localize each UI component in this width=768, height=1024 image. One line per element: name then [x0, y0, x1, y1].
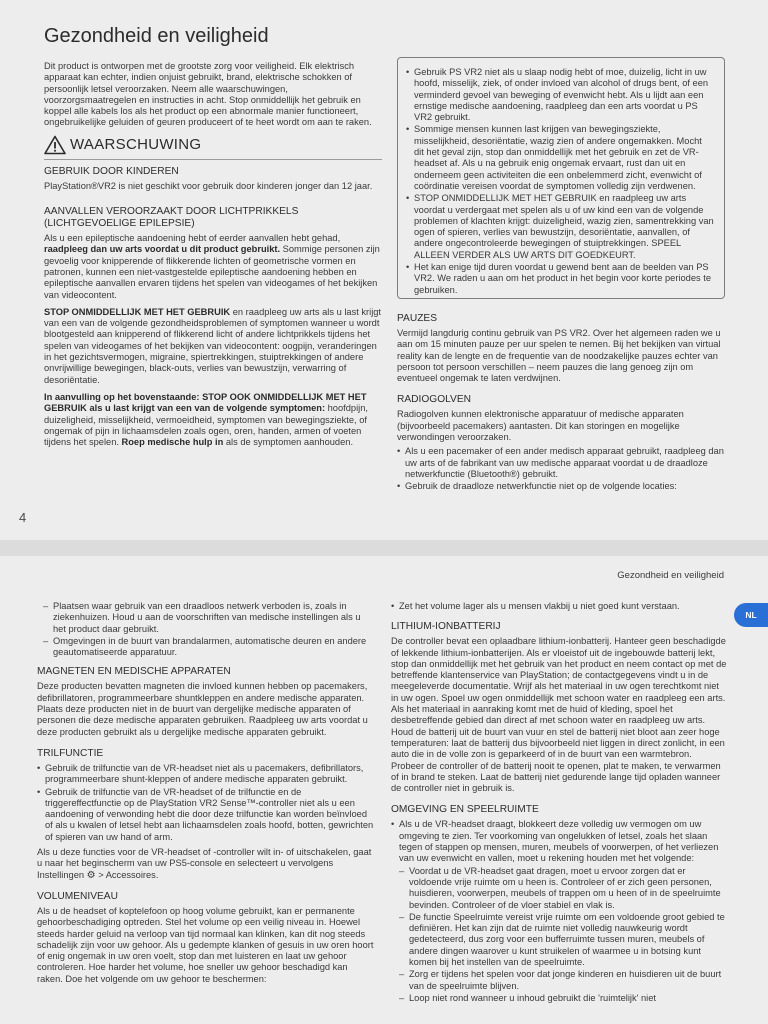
path-separator: > — [95, 869, 106, 880]
right-column-2 — [391, 601, 727, 1008]
vibration-heading: TRILFUNCTIE — [37, 747, 104, 759]
list-item: • STOP ONMIDDELLIJK MET HET GEBRUIK en raadpleeg uw arts voordat u verdergaat met spelen als u of uw kind een van de volgende problemen of klachten krijgt: duizeligheid, wazig zien, samentrekking van ogen of spieren, verlies van bewustzijn, desoriëntatie, aanvallen, of andere ongecontroleerde bewegingen of stuiptrekkingen. SPEEL ALLEEN VERDER ALS UW ARTS DIT GOEDKEURT. — [406, 193, 714, 261]
list-item: • Als u de VR-headset draagt, blokkeert deze volledig uw vermogen om uw omgeving te zien. Ter voorkoming van ongelukken of letsel, zoals het slaan tegen of stappen op mensen, muren, meubels of voorwerpen, of het verliezen van uw evenwicht en vallen, moet u rekening houden met het volgende: — [391, 819, 727, 864]
pauses-heading: PAUZES — [397, 313, 438, 324]
list-item: • Gebruik de trilfunctie van de VR-headset of de trilfunctie en de triggereffectfunctie op de PlayStation VR2 Sense™-controller niet als u een aandoening of verwonding hebt die door deze trilfunctie kan worden beïnvloed of als u kwalen of letsel hebt aan lichaamsdelen zoals hoofd, botten, gewrichten of spieren van uw hand of arm. — [37, 787, 375, 843]
battery-text: De controller bevat een oplaadbare lithium-ionbatterij. Hanteer geen beschadigde of lekkende lithium-ionbatterijen. Als er vloeistof uit de ingebouwde batterij lekt, stop dan onmiddellijk met het gebruik van het product en neem contact op met de betreffende klantenservice van PlayStation; de contactgegevens vindt u in de meegeleverde documentatie. Wrijf als het materiaal in uw ogen terechtkomt niet in uw ogen. Spoel uw ogen onmiddellijk met schoon water en raadpleeg een arts. Als het materiaal in aanraking komt met de huid of kleding, spoel het desbetreffende gebied dan direct af met schoon water en raadpleeg uw arts. Houd de batterij uit de buurt van vuur en stel de batterij niet bloot aan zeer hoge temperaturen: laat de batterij dus bijvoorbeeld niet liggen in direct zonlicht, in een auto die in de volle zon is geparkeerd of in de buurt van een warmtebron. Probeer de controller of de batterij nooit te openen, plat te maken, te verwarmen of in brand te steken. Laat de batterij niet gedurende lange tijd opladen wanneer de controller niet in gebruik is. — [391, 636, 727, 794]
epilepsy-heading: AANVALLEN VEROORZAAKT DOOR LICHTPRIKKELS (LICHTGEVOELIGE EPILEPSIE) — [44, 206, 299, 230]
warning-box — [397, 57, 725, 299]
intro-text: Dit product is ontworpen met de grootste zorg voor veiligheid. Elk elektrisch apparaat kan echter, indien onjuist gebruikt, brand, elektrische schokken of persoonlijk letsel veroorzaken. Neem alle waarschuwingen, voorzorgsmaatregelen en instructies in acht. Stop onmiddellijk het gebruik en koppel alle kabels los als het product op een abnormale manier functioneert, ongebruikelijke geluiden of geuren produceert of te heet wordt om aan te raken. — [44, 61, 372, 128]
battery-heading: LITHIUM-IONBATTERIJ — [391, 621, 501, 633]
epilepsy-p3-text: hoofdpijn, duizeligheid, misselijkheid, vermoeidheid, symptomen van bewegingsziekte, of ongemak of pijn in lichaamsdelen zoals ogen, oren, handen, armen of voeten tijdens het spelen. — [44, 403, 368, 448]
running-head: Gezondheid en veiligheid — [617, 570, 724, 581]
warning-divider — [44, 159, 382, 160]
magnets-heading: MAGNETEN EN MEDISCHE APPARATEN — [37, 666, 231, 678]
vibration-note-text: Als u deze functies voor de VR-headset of -controller wilt in- of uitschakelen, gaat u naar het beginscherm van uw PS5-console en selecteert u vervolgens — [37, 847, 372, 869]
left-column-2 — [37, 601, 375, 991]
epilepsy-p2-text: en raadpleeg uw arts als u last krijgt van een van de volgende gezondheidsproblemen of symptomen wanneer u wordt blootgesteld aan knipperend of flikkerend licht of andere lichtprikkels tijdens het spelen van videogames of het bekijken van videocontent: oogpijn, veranderingen in het gezichtsvermogen, migraine, spiertrekkingen, stuiptrekkingen of andere onvrijwillige bewegingen, black-outs, verlies van bewustzijn, verwarring of desoriëntatie. — [44, 306, 382, 385]
warning-triangle-icon — [44, 135, 66, 155]
epilepsy-p3-bold2: Roep medische hulp in — [121, 437, 224, 448]
play-intro-list — [391, 819, 727, 864]
magnets-text: Deze producten bevatten magneten die invloed kunnen hebben op pacemakers, defibrillatoren, programmeerbare shuntkleppen en andere medische apparaten. Plaats deze producten niet in de buurt van dergelijke medische apparaten of personen die deze medische apparaten gebruiken. Raadpleeg uw arts voordat u deze producten gebruikt als u dergelijke medische apparaten gebruikt. — [37, 681, 368, 737]
radio-list — [397, 446, 727, 492]
epilepsy-p3-bold: In aanvulling op het bovenstaande: STOP OOK ONMIDDELLIJK MET HET GEBRUIK als u last krijgt van een van de volgende symptomen: — [44, 391, 367, 414]
radio-heading: RADIOGOLVEN — [397, 394, 471, 406]
list-item: – Plaatsen waar gebruik van een draadloos netwerk verboden is, zoals in ziekenhuizen. Houd u aan de voorschriften van medische instellingen als u het product daar gebruikt. — [43, 601, 375, 635]
play-list — [399, 866, 727, 1005]
epilepsy-p1-rest: Sommige personen zijn gevoelig voor knipperende of flikkerende lichten of geometrische vormen en patronen, kunnen een niet-vastgestelde epileptische aandoening hebben en epileptische aanvallen ervaren tijdens het spelen van videogames of het bekijken van videocontent. — [44, 244, 380, 300]
children-heading: GEBRUIK DOOR KINDEREN — [44, 165, 179, 177]
list-item: • Gebruik de draadloze netwerkfunctie niet op de volgende locaties: — [397, 481, 727, 492]
right-column — [397, 313, 727, 497]
epilepsy-paragraph-3 — [44, 392, 382, 448]
warning-box-list — [406, 67, 714, 296]
warning-header — [44, 135, 382, 155]
list-item: • Gebruik de trilfunctie van de VR-headset niet als u pacemakers, defibrillators, programmeerbare shunt-kleppen of andere medische apparaten gebruikt. — [37, 763, 375, 786]
epilepsy-p2-bold: STOP ONMIDDELLIJK MET HET GEBRUIK — [44, 306, 231, 317]
left-column — [44, 61, 382, 454]
list-item: • Sommige mensen kunnen last krijgen van bewegingsziekte, misselijkheid, desoriëntatie, wazig zien of andere ongemakken. Mocht dit het geval zijn, stop dan onmiddellijk met het gebruik en zet de VR-headset af. Als u na gebruik enig ongemak ervaart, rust dan uit en onderneem geen activiteiten die een onbelemmerd zicht, evenwicht of coördinatie vereisen voordat de symptomen volledig zijn verdwenen. — [406, 124, 714, 192]
epilepsy-p1-bold: raadpleeg dan uw arts voordat u dit product gebruikt. — [44, 244, 281, 255]
list-item: • Zet het volume lager als u mensen vlakbij u niet goed kunt verstaan. — [391, 601, 727, 612]
list-item: • Gebruik PS VR2 niet als u slaap nodig hebt of moe, duizelig, licht in uw hoofd, misselijk, ziek, of onder invloed van alcohol of drugs bent, of een verminderd gevoel van beweging of evenwicht hebt. Als u lijdt aan een ernstige medische aandoening, raadpleeg dan een arts voordat u PS VR2 gebruikt. — [406, 67, 714, 123]
gear-icon: ⚙ — [86, 869, 96, 881]
language-tab: NL — [734, 603, 768, 627]
list-item: – Omgevingen in de buurt van brandalarmen, automatische deuren en andere geautomatiseerde apparatuur. — [43, 636, 375, 659]
accessories-label: Accessoires — [105, 869, 156, 880]
list-item: • Als u een pacemaker of een ander medisch apparaat gebruikt, raadpleeg dan uw arts of de fabrikant van uw medische apparaat voordat u de draadloze netwerkfunctie (Bluetooth®) gebruikt. — [397, 446, 727, 480]
list-item: • Het kan enige tijd duren voordat u gewend bent aan de beelden van PS VR2. We raden u aan om het product in het begin voor korte periodes te gebruiken. — [406, 262, 714, 296]
page-separator — [0, 540, 768, 556]
settings-label: Instellingen — [37, 869, 85, 880]
volume-heading: VOLUMENIVEAU — [37, 890, 118, 902]
vibration-list — [37, 763, 375, 843]
location-list — [43, 601, 375, 658]
list-item: – Loop niet rond wanneer u inhoud gebruikt die 'ruimtelijk' niet — [399, 993, 727, 1004]
epilepsy-p3-end: als de symptomen aanhouden. — [223, 437, 354, 448]
page-5 — [0, 556, 768, 1024]
epilepsy-paragraph-1 — [44, 233, 382, 301]
vibration-note-end: . — [155, 869, 159, 880]
warning-label: WAARSCHUWING — [70, 136, 202, 154]
list-item: – Voordat u de VR-headset gaat dragen, moet u ervoor zorgen dat er voldoende vrije ruimte om u heen is. Controleer of er zich geen personen, huisdieren, voorwerpen, meubels of trappen om u heen of in de speelruimte bevinden. Controleer of de vloer stabiel en vlak is. — [399, 866, 727, 911]
volume-list — [391, 601, 727, 612]
play-heading: OMGEVING EN SPEELRUIMTE — [391, 804, 539, 816]
page-title: Gezondheid en veiligheid — [44, 25, 269, 47]
epilepsy-p1-text: Als u een epileptische aandoening hebt of eerder aanvallen hebt gehad, — [44, 233, 341, 244]
pauses-text: Vermijd langdurig continu gebruik van PS VR2. Over het algemeen raden we u aan om 15 minuten pauze per uur spelen te nemen. Bij het bekijken van virtual reality kan de lengte en de frequentie van de noodzakelijke pauzes echter van persoon tot persoon verschillen – neem pauzes die lang genoeg zijn om eventueel ongemak te laten verdwijnen. — [397, 328, 721, 384]
page-number: 4 — [19, 510, 27, 525]
epilepsy-paragraph-2 — [44, 307, 382, 386]
list-item: – Zorg er tijdens het spelen voor dat jonge kinderen en huisdieren uit de buurt van de speelruimte blijven. — [399, 969, 727, 992]
children-text: PlayStation®VR2 is niet geschikt voor gebruik door kinderen jonger dan 12 jaar. — [44, 180, 373, 191]
radio-text: Radiogolven kunnen elektronische apparatuur of medische apparaten (bijvoorbeeld pacemakers) aantasten. Dit kan storingen en mogelijke verwondingen veroorzaken. — [397, 409, 684, 443]
list-item: – De functie Speelruimte vereist vrije ruimte om een voldoende groot gebied te definiëren. Het kan zijn dat de ruimte niet volledig nauwkeurig wordt gedetecteerd, dus zorg voor een bufferruimte tussen muren, meubels of andere dingen waarover u kunt struikelen of waarmee u in botsing kunt komen bij het instellen van de speelruimte. — [399, 912, 727, 968]
volume-text: Als u de headset of koptelefoon op hoog volume gebruikt, kan er permanente gehoorbeschadiging optreden. Stel het volume op een veilig niveau in. Hoewel steeds harder geluid na verloop van tijd normaal kan klinken, kan dit nog steeds schadelijk zijn voor uw gehoor. Als u gedempte klanken of gesuis in uw oren hoort of enig ongemak in uw oren voelt, stop dan met luisteren en laat uw gehoor controleren. Hoe harder het volume, hoe sneller uw gehoor beschadigd kan raken. Doe het volgende om uw gehoor te beschermen: — [37, 905, 374, 984]
vibration-note — [37, 847, 375, 881]
